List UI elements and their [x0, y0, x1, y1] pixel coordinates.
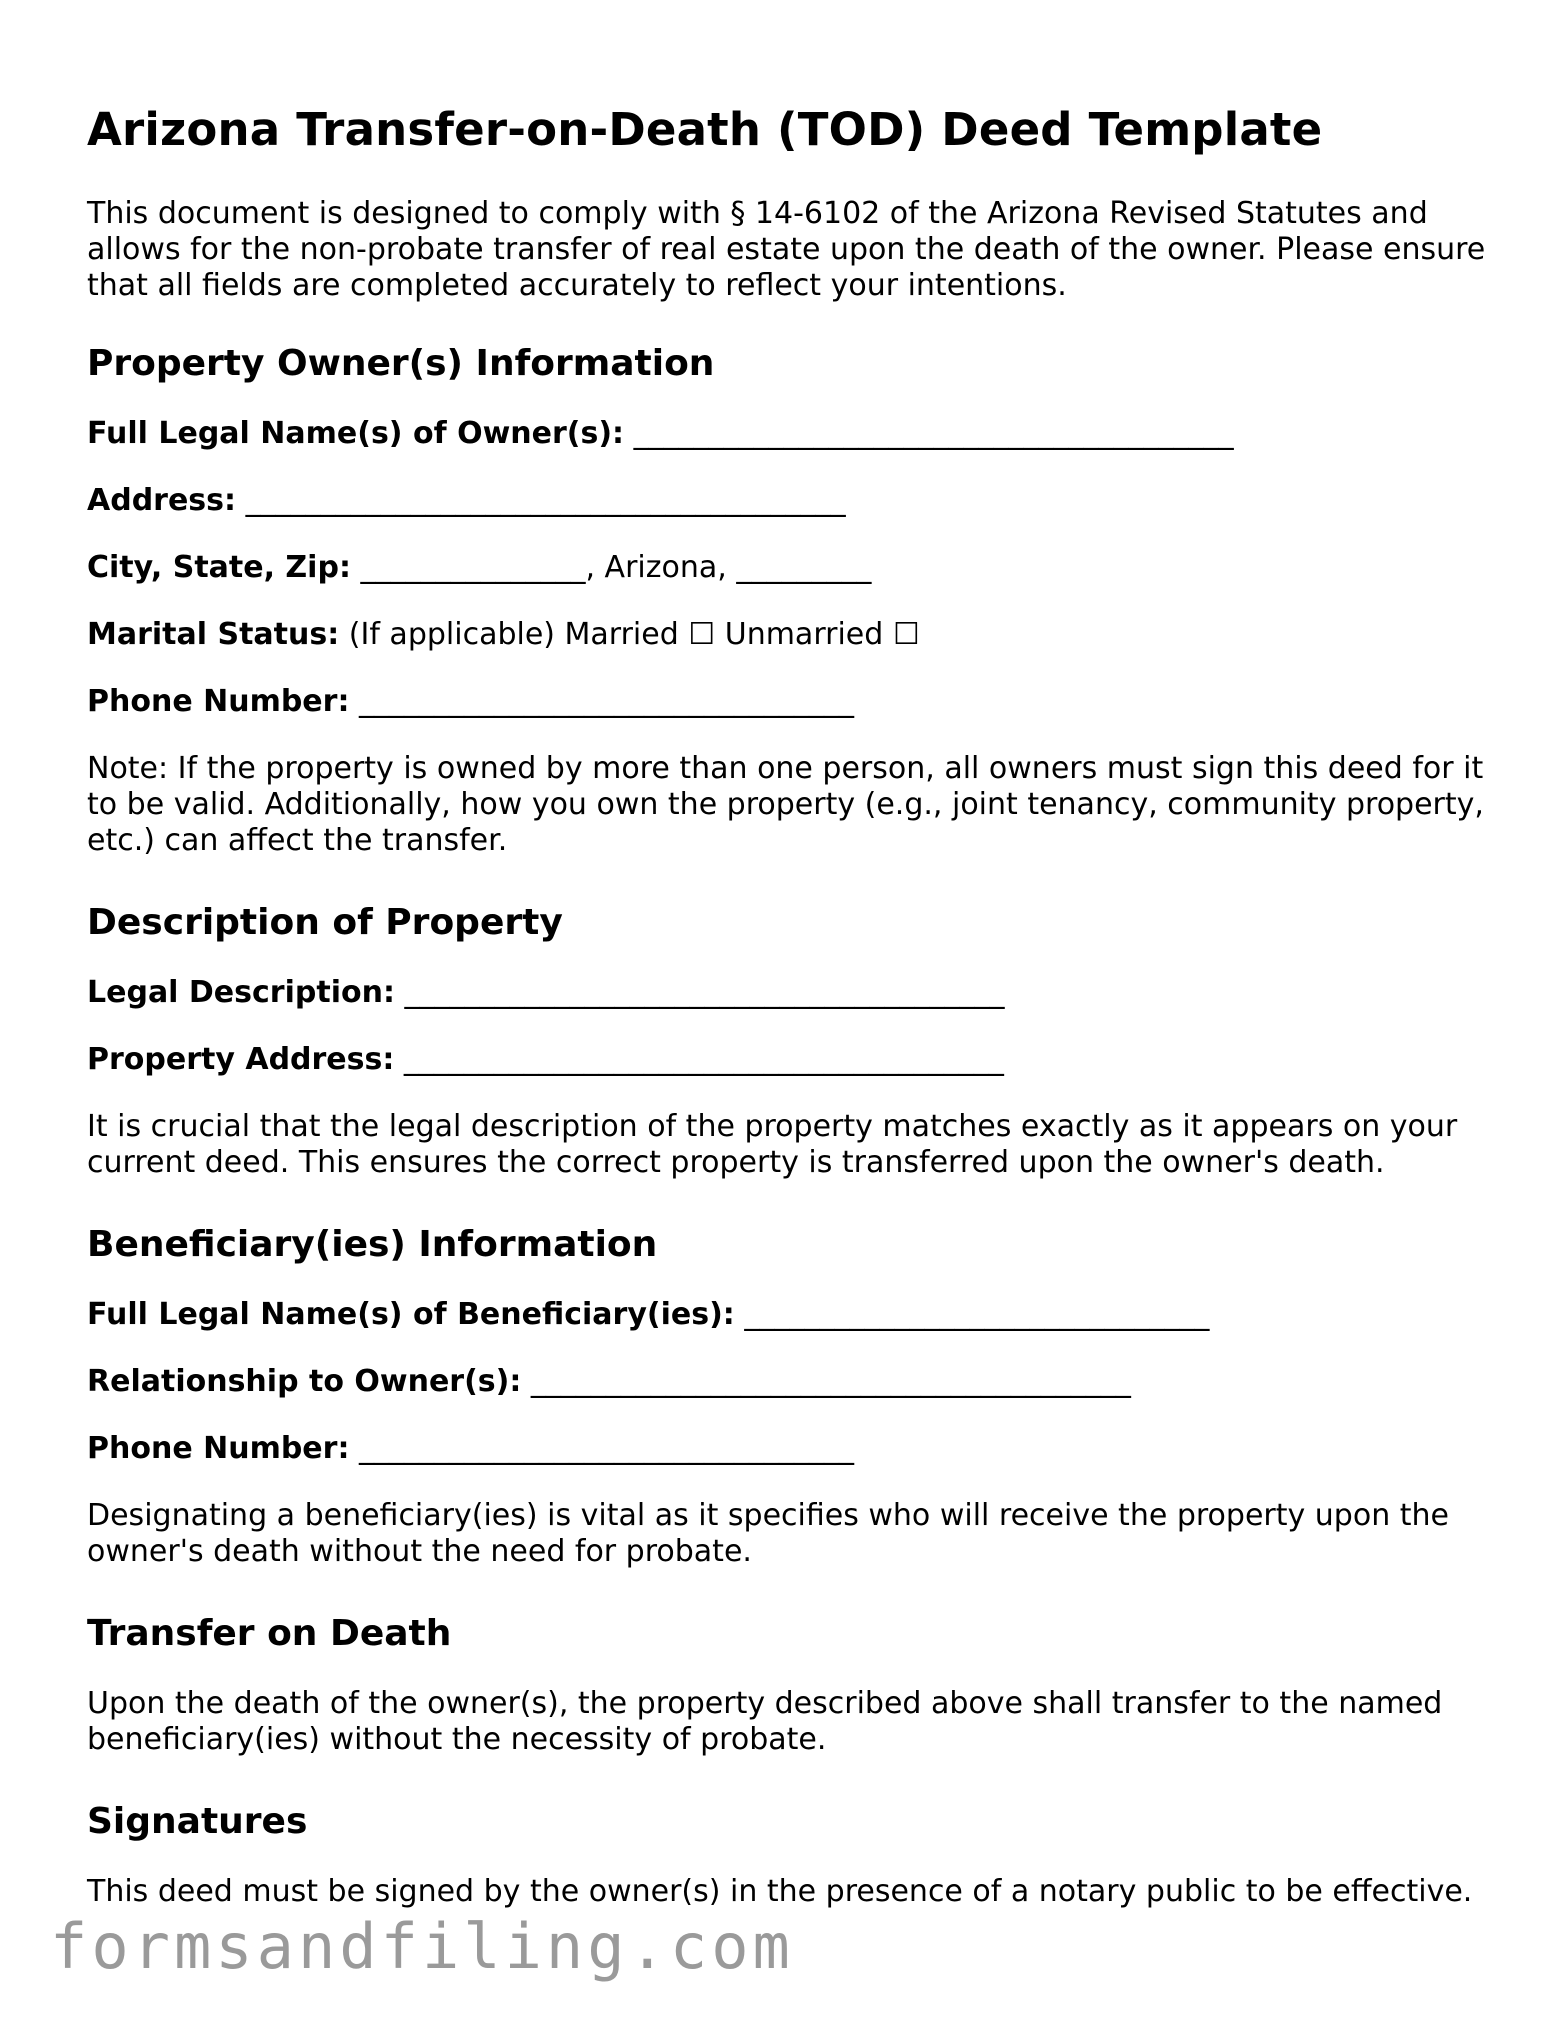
property-note: It is crucial that the legal description of the property matches exactly as it appears on your current deed. This ensures the correct property is transferred upon the owner's death. [87, 1109, 1458, 1180]
owner-phone-label: Phone Number: [87, 684, 350, 719]
beneficiary-phone-blank[interactable]: _________________________________ [359, 1431, 854, 1466]
owner-name-field[interactable] [87, 416, 1487, 452]
relationship-blank[interactable]: ________________________________________ [530, 1364, 1131, 1399]
owner-name-blank[interactable]: ________________________________________ [633, 416, 1234, 451]
page-title: Arizona Transfer-on-Death (TOD) Deed Template [87, 103, 1323, 156]
owner-phone-field[interactable] [87, 684, 1487, 720]
owner-city-field[interactable] [87, 550, 1487, 586]
owner-address-label: Address: [87, 483, 237, 518]
beneficiary-section-heading: Beneficiary(ies) Information [87, 1224, 658, 1265]
owner-city-label: City, State, Zip: [87, 550, 351, 585]
transfer-section-heading: Transfer on Death [87, 1613, 452, 1654]
property-section-heading: Description of Property [87, 902, 563, 943]
watermark: formsandfiling.com [50, 1910, 794, 1983]
owner-note: Note: If the property is owned by more than one person, all owners must sign this deed for it to be valid. Additionally, how you own the property (e.g., joint tenancy, community property, etc.) can affect the transfer. [87, 751, 1484, 858]
beneficiary-name-label: Full Legal Name(s) of Beneficiary(ies): [87, 1297, 735, 1332]
property-address-field[interactable] [87, 1042, 1487, 1078]
owner-address-blank[interactable]: ________________________________________ [245, 483, 846, 518]
legal-description-field[interactable] [87, 975, 1487, 1011]
owner-city-blank[interactable]: _______________, Arizona, _________ [360, 550, 872, 585]
marital-status-label: Marital Status: [87, 617, 340, 652]
relationship-field[interactable] [87, 1364, 1487, 1400]
document-page [87, 100, 1487, 1948]
beneficiary-name-blank[interactable]: _______________________________ [744, 1297, 1210, 1332]
transfer-text: Upon the death of the owner(s), the property described above shall transfer to the named beneficiary(ies) without the necessity of probate. [87, 1686, 1443, 1757]
intro-paragraph: This document is designed to comply with § 14-6102 of the Arizona Revised Statutes and allows for the non-probate transfer of real estate upon the death of the owner. Please ensure that all fields are completed accurately to reflect your intentions. [87, 196, 1486, 303]
signatures-section-heading: Signatures [87, 1801, 308, 1842]
signatures-text: This deed must be signed by the owner(s) in the presence of a notary public to be effective. [87, 1874, 1473, 1909]
legal-description-label: Legal Description: [87, 975, 395, 1010]
beneficiary-phone-field[interactable] [87, 1431, 1487, 1467]
beneficiary-phone-label: Phone Number: [87, 1431, 350, 1466]
property-address-blank[interactable]: ________________________________________ [403, 1042, 1004, 1077]
owner-phone-blank[interactable]: _________________________________ [359, 684, 854, 719]
beneficiary-note: Designating a beneficiary(ies) is vital as it specifies who will receive the property upon the owner's death without the need for probate. [87, 1498, 1449, 1569]
relationship-label: Relationship to Owner(s): [87, 1364, 522, 1399]
legal-description-blank[interactable]: ________________________________________ [404, 975, 1005, 1010]
owner-address-field[interactable] [87, 483, 1487, 519]
property-address-label: Property Address: [87, 1042, 395, 1077]
marital-status-field[interactable] [87, 617, 1487, 653]
marital-status-options[interactable]: (If applicable) Married ☐ Unmarried ☐ [348, 617, 920, 652]
owner-section-heading: Property Owner(s) Information [87, 343, 715, 384]
owner-name-label: Full Legal Name(s) of Owner(s): [87, 416, 625, 451]
beneficiary-name-field[interactable] [87, 1297, 1487, 1333]
